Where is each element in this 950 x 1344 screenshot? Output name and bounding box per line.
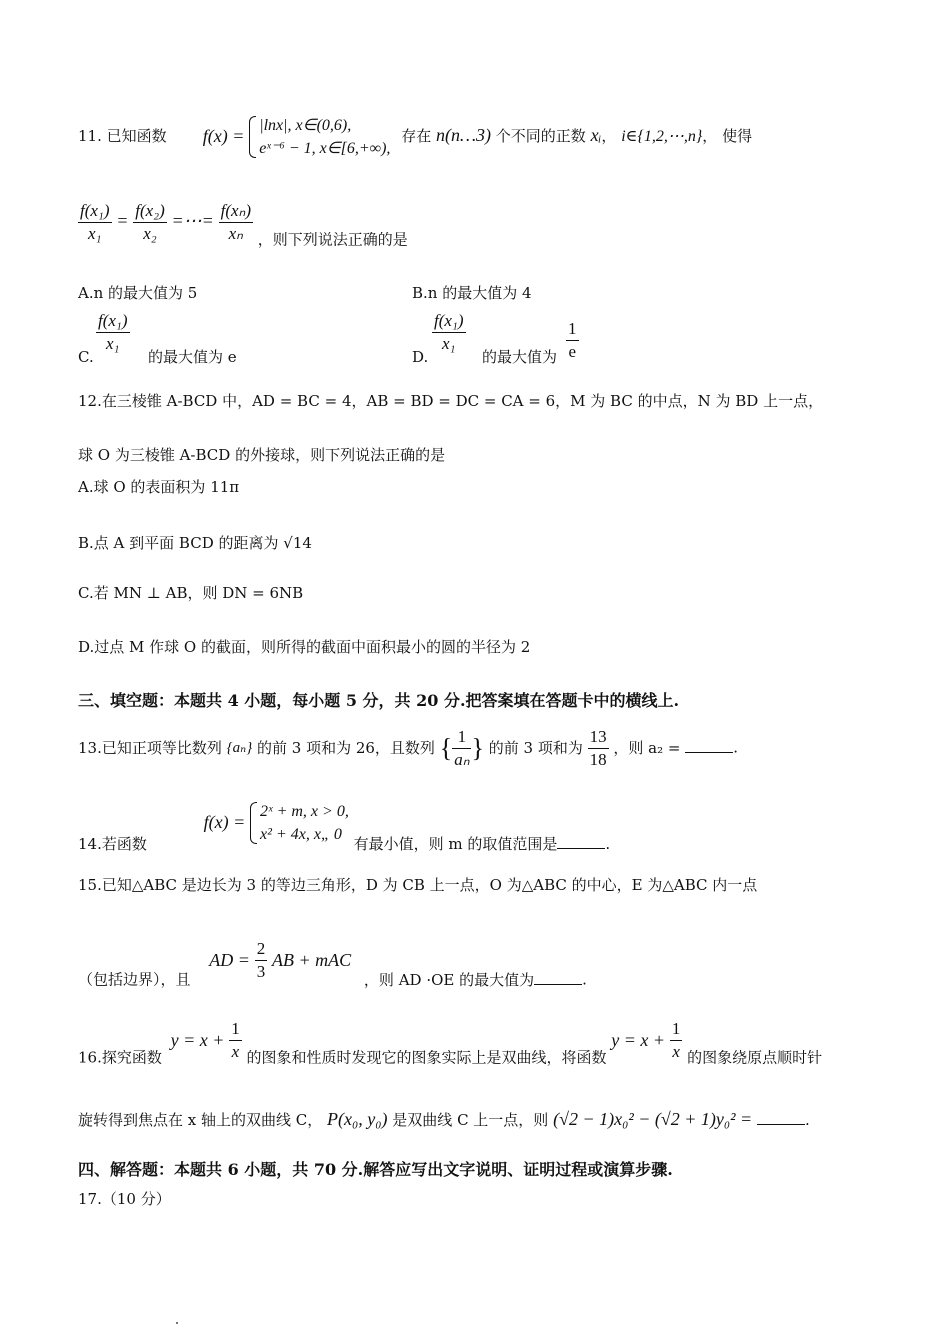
q14-case1: 2ˣ + m, x > 0, — [260, 803, 349, 820]
q11-option-c-label: C. — [78, 348, 94, 366]
q11-fx-label: f(x) = — [202, 126, 245, 147]
q11-prefix: 11. 已知函数 — [78, 127, 167, 146]
q14-post: 有最小值，则 m 的取值范围是 — [353, 835, 558, 854]
q11-stem: 11. 已知函数 f(x) = |lnx|, x∈(0,6), eˣ⁻⁶ − 1, x∈[6,+∞), 存在 n(n…3) 个不同的正数 xᵢ， i∈{1,2,⋯,n}， 使得 — [78, 114, 880, 160]
q12-option-a: A.球 O 的表面积为 11π — [78, 478, 240, 496]
q12-option-d: D.过点 M 作球 O 的截面，则所得的截面中面积最小的圆的半径为 2 — [78, 638, 531, 656]
q11-question: ，则下列说法正确的是 — [257, 230, 408, 249]
q14-piecewise — [250, 800, 349, 846]
q11-options-cd — [78, 310, 880, 370]
q11-frac2: $\frac{\text{f(x₂)}}{\text{x₂}}$ — [135, 201, 165, 244]
q11-option-c-text: 的最大值为 e — [148, 348, 237, 366]
q15-post: ，则 AD ·OE 的最大值为 — [363, 970, 535, 989]
q15-rest: AB + mAC — [272, 949, 352, 970]
q13-mid: 的前 3 项和为 26，且数列 — [257, 738, 435, 757]
q11-set: i∈{1,2,⋯,n} — [621, 128, 703, 146]
q11-option-d-frac: $\frac{\text{f(x₁)}}{\text{x₁}}$ — [434, 311, 464, 354]
q12-option-c: C.若 MN ⊥ AB，则 DN = 6NB — [78, 584, 304, 602]
q11-case2: eˣ⁻⁶ − 1, x∈[6,+∞), — [259, 140, 391, 158]
q16-frac1: $\frac{1}{x}$ — [231, 1019, 240, 1062]
q15-line1: 15.已知△ABC 是边长为 3 的等边三角形，D 为 CB 上一点，O 为△ABC 的中心，E 为△ABC 内一点 — [78, 876, 758, 894]
q15-answer-blank[interactable] — [534, 970, 582, 985]
q13: 13.已知正项等比数列 {aₙ} 的前 3 项和为 26，且数列 { $\frac{1}{\text{aₙ}}$ } 的前 3 项和为 $\frac{13}{18}$ ，则 a₂ = . — [78, 726, 880, 771]
q11-exist: 存在 — [401, 127, 432, 146]
q11-mid: 个不同的正数 — [495, 127, 586, 146]
q16-point: P(x₀, y₀) — [327, 1109, 388, 1129]
q14-pre: 14.若函数 — [78, 835, 147, 854]
q14-answer-blank[interactable] — [557, 834, 605, 849]
q14: 14.若函数 f(x) = 2ˣ + m, x > 0, x² + 4x, x„ 0 有最小值，则 m 的取值范围是 . — [78, 800, 880, 855]
q16-fn2: y = x + — [611, 1029, 666, 1050]
q16-expr: (√2 − 1)x₀² − (√2 + 1)y₀² = — [553, 1109, 753, 1129]
q13-frac: $\frac{1}{\text{aₙ}}$ — [454, 727, 470, 770]
q16-line2-mid: 是双曲线 C 上一点，则 — [392, 1111, 549, 1129]
q12-option-b: B.点 A 到平面 BCD 的距离为 √14 — [78, 534, 312, 552]
section-4-heading: 四、解答题：本题共 6 小题，共 70 分.解答应写出文字说明、证明过程或演算步骤. — [78, 1160, 673, 1179]
q15-pre: （包括边界），且 — [78, 970, 191, 989]
q16-line1 — [78, 1018, 880, 1068]
q16-pre: 16.探究函数 — [78, 1048, 162, 1067]
q15-ad: AD = — [209, 949, 250, 970]
q16-mid: 的图象和性质时发现它的图象实际上是双曲线，将函数 — [246, 1048, 607, 1067]
q11-option-a: A.n 的最大值为 5 — [78, 284, 198, 302]
q13-post: ，则 a₂ = — [613, 738, 681, 757]
q11-option-b: B.n 的最大值为 4 — [412, 284, 532, 302]
q15-frac: $\frac{2}{3}$ — [256, 939, 266, 982]
q11-tail: 使得 — [722, 127, 753, 146]
q16-line2-pre: 旋转得到焦点在 x 轴上的双曲线 C， — [78, 1111, 323, 1129]
q16-frac2: $\frac{1}{x}$ — [671, 1019, 681, 1062]
q13-answer-blank[interactable] — [685, 738, 733, 753]
q16-mid2: 的图象绕原点顺时针 — [687, 1048, 823, 1067]
q11-option-d-text: 的最大值为 — [482, 348, 558, 366]
q15-line2: （包括边界），且 AD = $\frac{2}{3}$ AB + mAC ，则 AD ·OE 的最大值为 . — [78, 939, 587, 989]
q13-sum-frac: $\frac{13}{18}$ — [589, 727, 607, 770]
q16-answer-blank[interactable] — [757, 1110, 805, 1125]
q11-option-d-label: D. — [412, 348, 429, 366]
q12-line2: 球 O 为三棱锥 A‑BCD 的外接球，则下列说法正确的是 — [78, 446, 446, 464]
q14-case2: x² + 4x, x„ 0 — [260, 826, 342, 844]
q13-mid2: 的前 3 项和为 — [488, 738, 583, 757]
q11-frac3: $\frac{\text{f(xₙ)}}{\text{xₙ}}$ — [220, 201, 251, 244]
q11-case1: |lnx|, x∈(0,6), — [259, 117, 352, 134]
q11-equation: $\frac{\text{f(x₁)}}{\text{x₁}}$ = $\frac{\text{f(x₂)}}{\text{x₂}}$ =⋯= $\frac{\text{f(xₙ)}}{\text{xₙ}}$ ，则下列说法正确的是 — [80, 201, 408, 249]
q11-piecewise — [249, 114, 390, 160]
q11-xi: xᵢ — [590, 125, 602, 146]
section-3-heading: 三、填空题：本题共 4 小题，每小题 5 分，共 20 分.把答案填在答题卡中的横线上. — [78, 691, 680, 710]
q17-label: 17.（10 分） — [78, 1190, 171, 1208]
q11-frac1: $\frac{\text{f(x₁)}}{\text{x₁}}$ — [80, 201, 110, 244]
q16-fn1: y = x + — [170, 1029, 225, 1050]
q11-dots: =⋯= — [171, 210, 214, 231]
q11-option-d-value: $\frac{1}{e}$ — [568, 319, 577, 362]
q11-n-cond: n(n…3) — [435, 125, 491, 146]
q13-pre: 13.已知正项等比数列 — [78, 738, 222, 757]
q13-seq: {aₙ} — [226, 739, 253, 756]
q12-line1: 12.在三棱锥 A‑BCD 中，AD = BC = 4，AB = BD = DC = CA = 6，M 为 BC 的中点，N 为 BD 上一点， — [78, 392, 824, 410]
q11-option-c-frac: $\frac{\text{f(x₁)}}{\text{x₁}}$ — [98, 311, 128, 354]
page-mark — [176, 1322, 178, 1324]
q16-line2: 旋转得到焦点在 x 轴上的双曲线 C， P(x₀, y₀) 是双曲线 C 上一点，则 (√2 − 1)x₀² − (√2 + 1)y₀² = . — [78, 1109, 810, 1129]
q14-fx: f(x) = — [203, 812, 246, 833]
